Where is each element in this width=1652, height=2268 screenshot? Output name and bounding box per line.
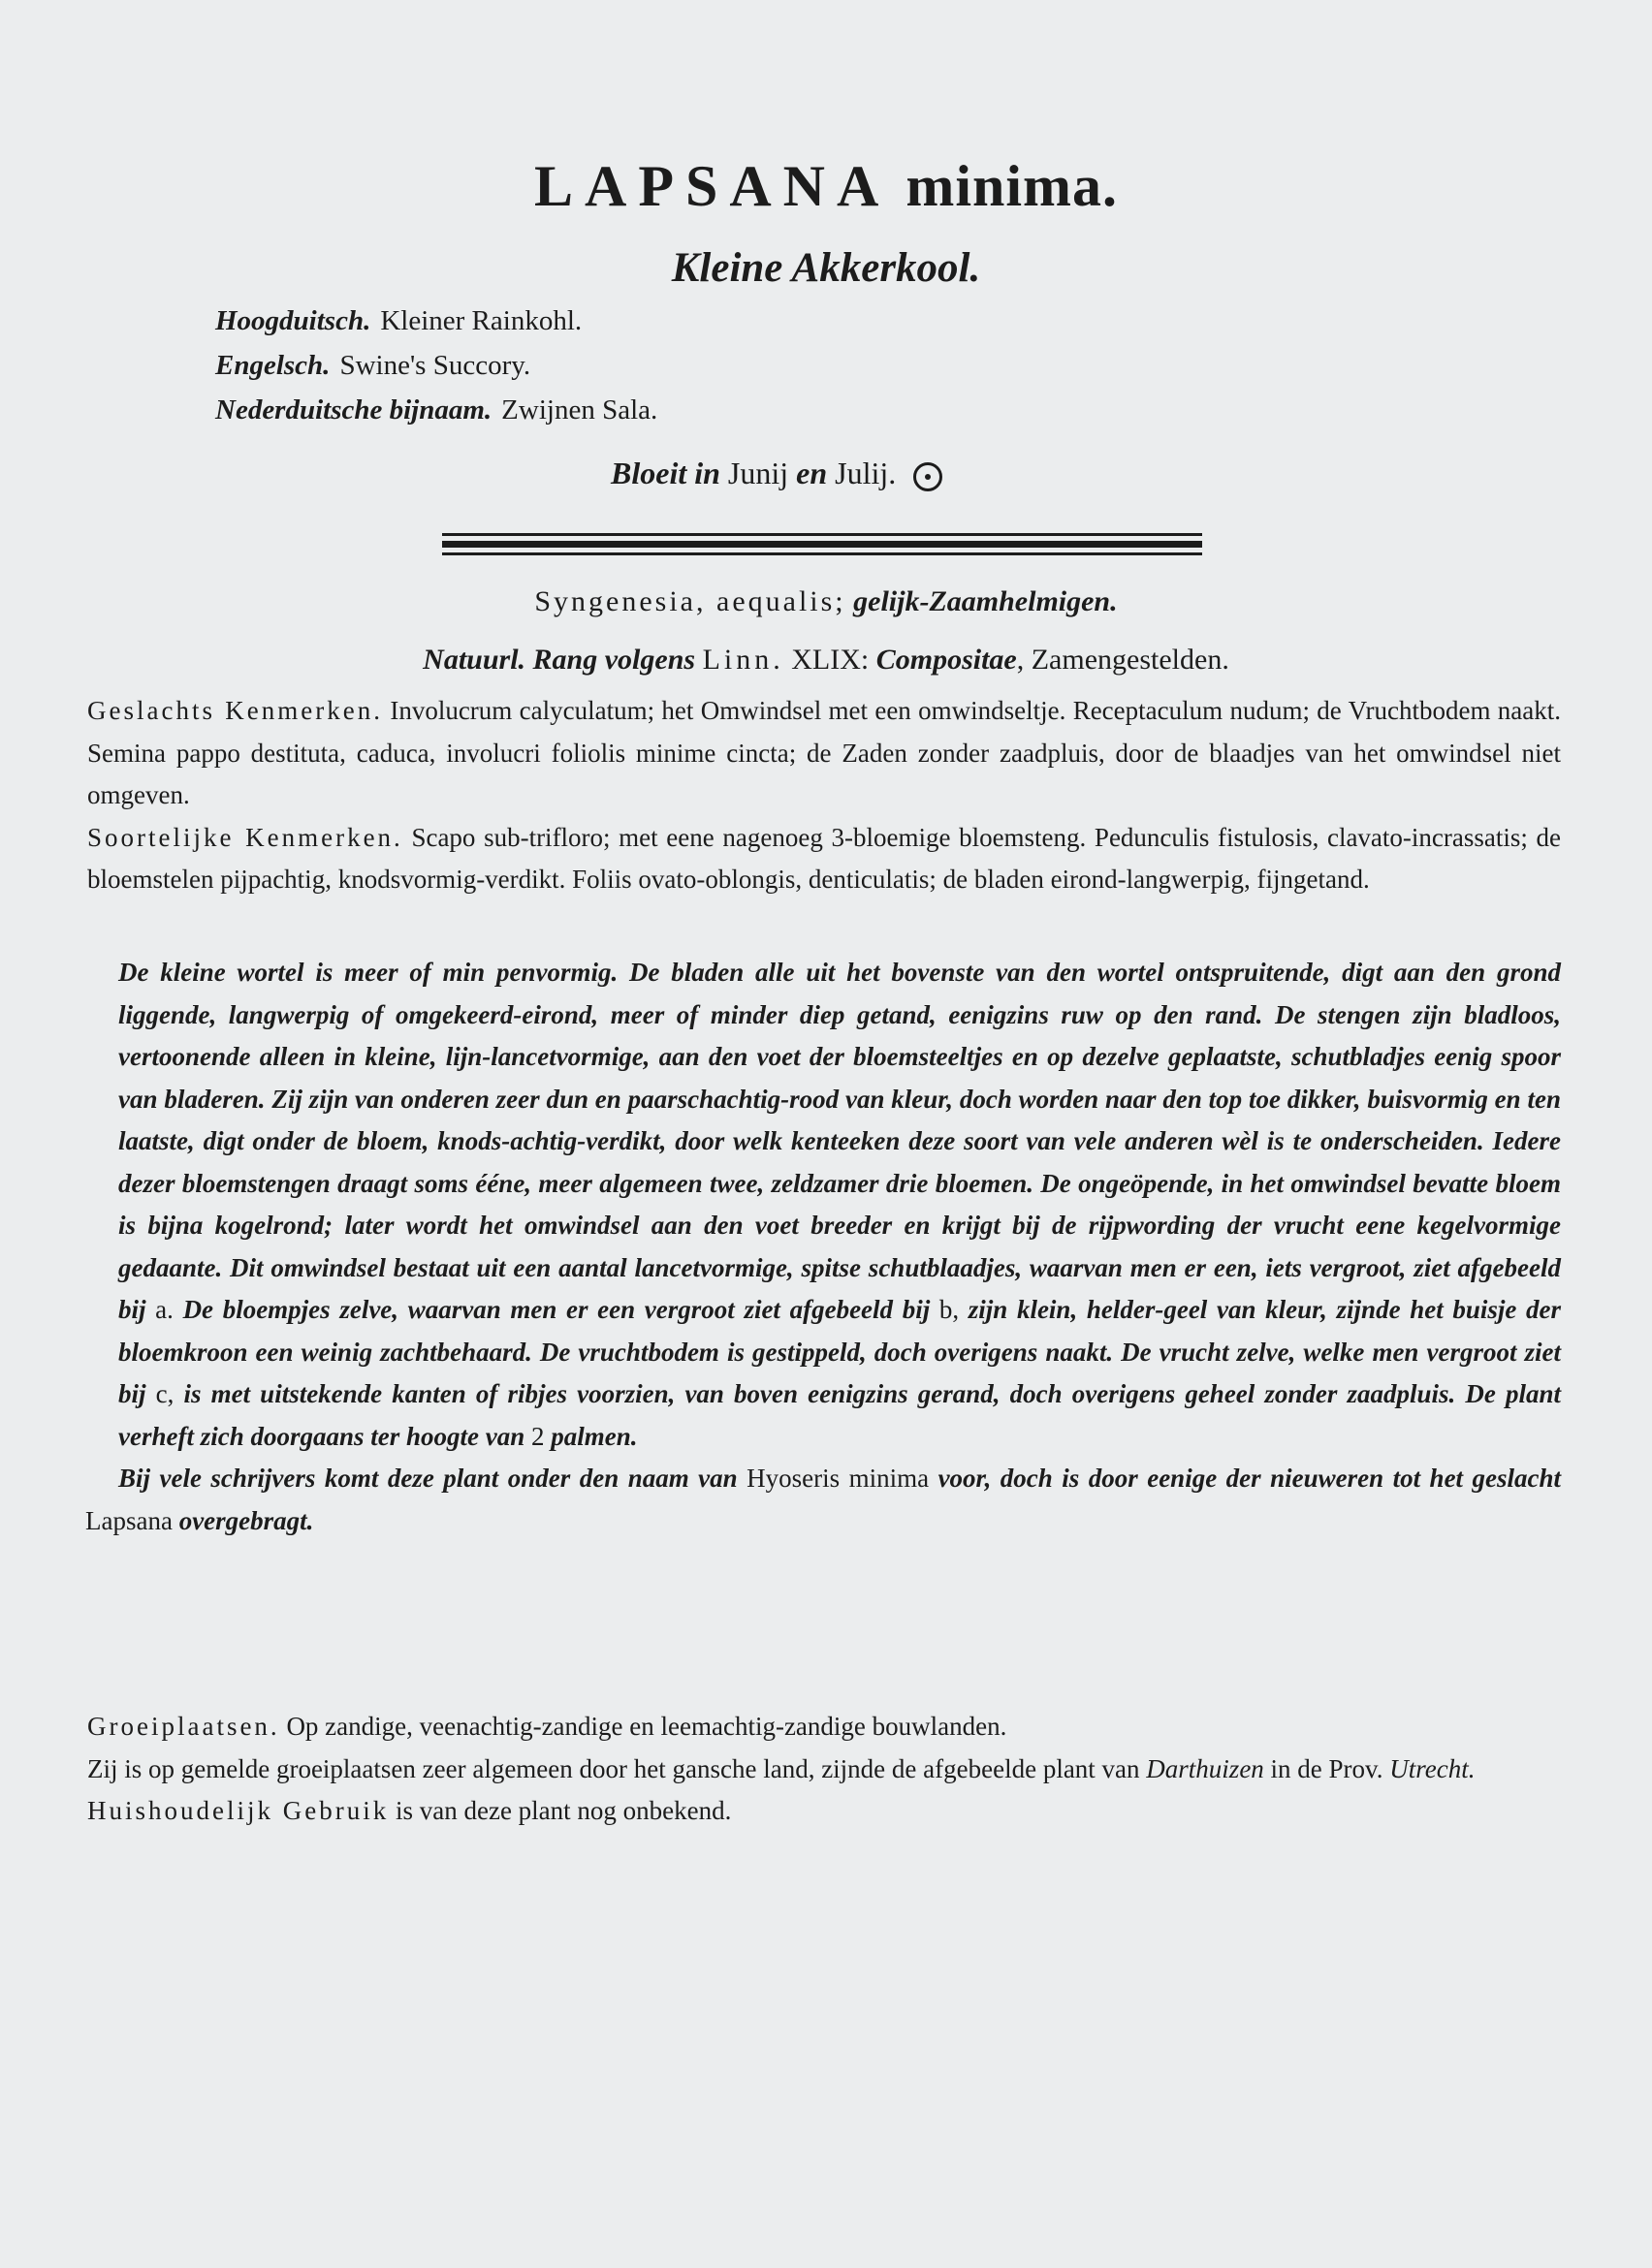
order-number: XLIX: [791,644,870,676]
description-text: zijn klein, helder-geel van kleur, zijnde het buisje der bloemkroon een weinig zachtbehaard. De vruchtbodem is gestippeld, doch overigens naakt. De vrucht zelve, welke men vergroot ziet bij [118,1295,1562,1408]
natural-order-line [0,644,1652,677]
divider-rule [442,541,1202,548]
figure-ref-c: c, [155,1379,175,1408]
natural-order-label: Natuurl. Rang volgens [423,644,696,676]
locality-text: Zij is op gemelde groeiplaatsen zeer algemeen door het gansche land, zijnde de afgebeelde plant van [87,1753,1140,1783]
common-names [215,299,657,432]
bloom-month-1: Junij [727,456,789,490]
habitat-paragraph [87,1706,1561,1748]
classification-line [0,585,1652,618]
province-name: Utrecht. [1389,1753,1476,1783]
synonym-text: overgebragt. [178,1505,314,1535]
name-value: Kleiner Rainkohl. [380,305,583,336]
bloom-line [611,456,942,491]
description-text: De bloempjes zelve, waarvan men er een vergroot ziet afgebeeld bij [182,1295,931,1324]
description-text: is met uitstekende kanten of ribjes voorzien, van boven eenigzins gerand, doch overigens geheel zonder zaadpluis. De plant verheft zich doorgaans ter hoogte van [118,1379,1562,1451]
section-label: Groeiplaatsen. [87,1712,280,1741]
order-name: Compositae [875,644,1017,676]
class-dutch: gelijk-Zaamhelmigen. [853,585,1118,617]
usage-paragraph [87,1790,1561,1833]
name-value: Zwijnen Sala. [501,394,658,425]
characteristics-section [87,690,1561,901]
divider-rule [442,533,1202,536]
section-text: is van deze plant nog onbekend. [395,1796,732,1825]
section-label: Soortelijke Kenmerken. [87,822,403,852]
figure-ref-b: b, [938,1295,960,1324]
species-characteristics [87,817,1561,901]
description-text: palmen. [551,1421,638,1451]
description-text: De kleine wortel is meer of min penvormig. De bladen alle uit het bovenste van den wortel ontspruitende, digt aan den grond liggende, langwerpig of omgekeerd-eirond, meer of minder diep getand, eenigzins ruw op den rand. De stengen zijn bladloos, vertoonende alleen in kleine, lijn-lancetvormige, aan den voet der bloemsteeltjes en op dezelve geplaatste, schutbladjes eenig spoor van bladeren. Zij zijn van onderen zeer dun en paarschachtig-rood van kleur, doch worden naar den top toe dikker, buisvormig en ten laatste, digt onder de bloem, knods-achtig-verdikt, door welk kenteeken deze soort van vele anderen wèl is te onderscheiden. Iedere dezer bloemstengen draagt soms ééne, meer algemeen twee, zeldzamer drie bloemen. De ongeöpende, in het omwindsel bevatte bloem is bijna kogelrond; later wordt het omwindsel aan den voet breeder en krijgt bij de rijpwording der vrucht eene kegelvormige gedaante. Dit omwindsel bestaat uit een aantal lancetvormige, spitse schutblaadjes, waarvan men er een, iets vergroot, ziet afgebeeld bij [118,958,1561,1324]
bloom-en: en [796,456,828,490]
linnaeus: Linn. [702,644,784,676]
locality-text: in de Prov. [1270,1753,1383,1783]
page-title [0,153,1652,220]
name-value: Swine's Succory. [339,350,531,381]
order-dutch: , Zamengestelden. [1016,644,1229,676]
class-latin: Syngenesia, aequalis; [534,585,846,617]
description-paragraph [118,952,1561,1458]
synonym-name: Hyoseris minima [747,1464,930,1493]
habitat-section [87,1706,1561,1833]
description-section [85,952,1562,1542]
synonym-text: Bij vele schrijvers komt deze plant onder den naam van [118,1464,738,1493]
bloom-pre: Bloeit in [611,456,720,490]
section-text: Op zandige, veenachtig-zandige en leemachtig-zandige bouwlanden. [286,1712,1007,1741]
section-label: Geslachts Kenmerken. [87,696,383,725]
common-name-row [215,343,657,388]
name-language: Nederduitsche bijnaam. [215,394,492,425]
height-number: 2 [531,1421,545,1451]
figure-ref-a: a. [155,1295,174,1324]
place-name: Darthuizen [1146,1753,1264,1783]
page-subtitle: Kleine Akkerkool. [671,245,981,291]
title-species: minima. [905,154,1119,218]
genus-characteristics [87,690,1561,817]
common-name-row [215,388,657,432]
section-text: Involucrum calyculatum; het Omwindsel met een omwindseltje. Receptaculum nudum; de Vruchtbodem naakt. Semina pappo destituta, caduca, involucri foliolis minime cincta; de Zaden zonder zaadpluis, door de blaadjes van het omwindsel niet omgeven. [87,696,1561,809]
name-language: Hoogduitsch. [215,305,371,336]
section-label: Huishoudelijk Gebruik [87,1796,390,1825]
common-name-row [215,299,657,343]
title-genus: LAPSANA [533,154,891,218]
section-text: Scapo sub-trifloro; met eene nagenoeg 3-bloemige bloemsteng. Pedunculis fistulosis, clavato-incrassatis; de bloemstelen pijpachtig, knodsvormig-verdikt. Foliis ovato-oblongis, denticulatis; de bladen eirond-langwerpig, fijngetand. [87,822,1561,894]
synonym-text: voor, doch is door eenige der nieuweren tot het geslacht [937,1464,1562,1493]
synonym-paragraph [85,1458,1561,1542]
annual-symbol-icon [913,462,942,491]
name-language: Engelsch. [215,350,331,381]
bloom-month-2: Julij. [835,456,897,490]
locality-paragraph [87,1748,1561,1791]
divider-rule [442,552,1202,555]
genus-name: Lapsana [85,1505,173,1535]
